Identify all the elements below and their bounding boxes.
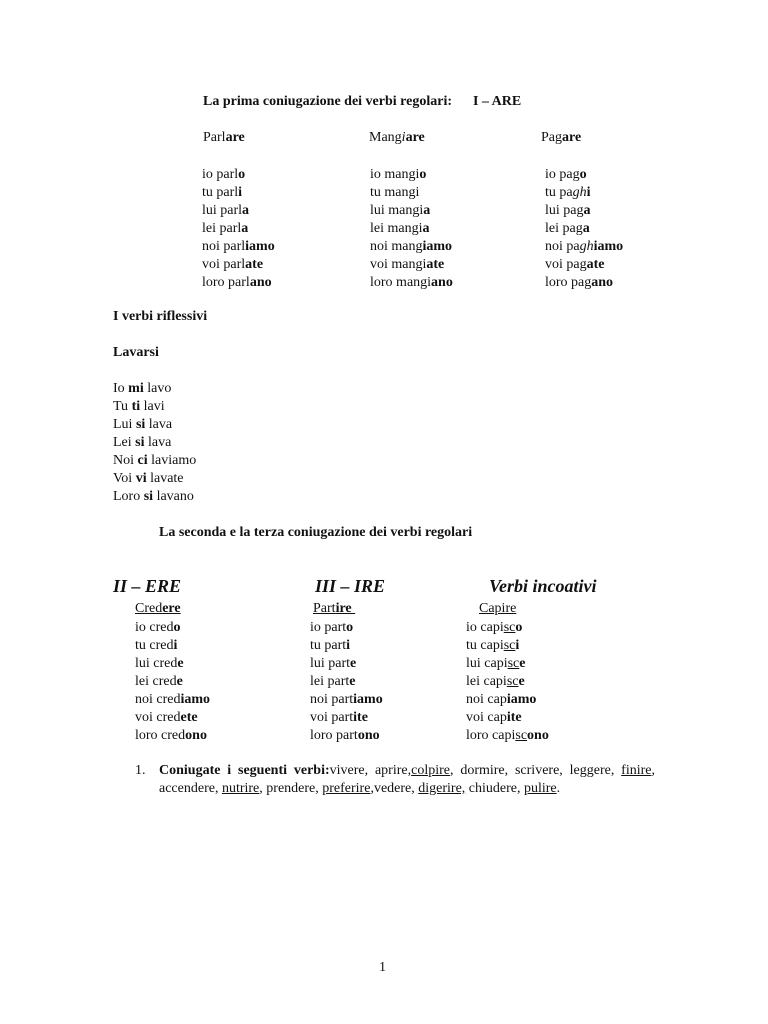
text-run: sc xyxy=(506,674,519,689)
text-run: mi xyxy=(128,381,144,396)
text-run: si xyxy=(143,489,154,504)
text-run: noi part xyxy=(310,692,354,707)
conj-row xyxy=(466,655,549,673)
conj-column-pagare xyxy=(545,166,623,292)
text-run: ite xyxy=(506,710,522,725)
text-run: o xyxy=(346,620,354,635)
text-run: Pag xyxy=(541,130,562,145)
text-run: noi mang xyxy=(370,239,423,254)
text-run: Capire xyxy=(479,601,517,616)
text-run: a xyxy=(241,221,249,236)
conj-row xyxy=(135,637,210,655)
text-run: io capi xyxy=(466,620,504,635)
text-run: iamo xyxy=(180,692,211,707)
text-run: e xyxy=(519,656,526,671)
conj-row xyxy=(545,238,623,256)
heading-ere: II – ERE xyxy=(113,576,182,596)
text-run: tu part xyxy=(310,638,347,653)
text-run: e xyxy=(350,656,357,671)
text-run: tu parl xyxy=(202,185,239,200)
verb-lavarsi: Lavarsi xyxy=(113,345,159,360)
title-prima-coniugazione xyxy=(203,94,521,110)
verb-head-mangiare xyxy=(369,130,425,146)
conj-row xyxy=(370,202,453,220)
text-run: a xyxy=(423,203,431,218)
text-run: sc xyxy=(503,638,516,653)
conj-column-parlare xyxy=(202,166,275,292)
conj-row xyxy=(310,673,383,691)
text-run: voi cred xyxy=(135,710,181,725)
conj-row xyxy=(310,709,383,727)
title-text: La prima coniugazione dei verbi regolari: xyxy=(203,94,452,109)
text-run: are xyxy=(562,130,582,145)
conj-row xyxy=(370,184,453,202)
conj-row xyxy=(466,709,549,727)
text-run: loro mangi xyxy=(370,275,432,290)
conj-row xyxy=(466,673,549,691)
text-run: lei pag xyxy=(545,221,583,236)
text-run: laviamo xyxy=(147,453,197,468)
verb-head-credere xyxy=(135,601,181,617)
text-run: ate xyxy=(245,257,264,272)
text-run: Noi xyxy=(113,453,138,468)
conj-row xyxy=(113,452,196,470)
text-run: lei capi xyxy=(466,674,507,689)
text-run: i xyxy=(515,638,520,653)
text-run: sc xyxy=(503,620,516,635)
text-run: lavano xyxy=(153,489,194,504)
text-run: loro pag xyxy=(545,275,592,290)
conj-column-credere xyxy=(135,619,210,745)
text-run: lui part xyxy=(310,656,351,671)
text-run: noi cred xyxy=(135,692,181,707)
conj-row xyxy=(202,238,275,256)
text-run: o xyxy=(173,620,181,635)
conj-row xyxy=(113,416,196,434)
text-run: Part xyxy=(313,601,336,616)
text-run: ci xyxy=(137,453,148,468)
text-run: , prendere, xyxy=(259,781,323,796)
text-run: ate xyxy=(426,257,445,272)
text-run: i xyxy=(586,185,591,200)
text-run: ti xyxy=(131,399,141,414)
conj-row xyxy=(310,691,383,709)
text-run: o xyxy=(515,620,523,635)
text-run: lei cred xyxy=(135,674,177,689)
text-run: iamo xyxy=(506,692,537,707)
text-run: tu cred xyxy=(135,638,174,653)
text-run: lui cred xyxy=(135,656,178,671)
conj-row xyxy=(545,220,623,238)
text-run: iamo xyxy=(593,239,624,254)
conj-row xyxy=(466,637,549,655)
verb-head-capire xyxy=(479,601,516,617)
conj-column-capire xyxy=(466,619,549,745)
text-run: gh xyxy=(572,185,587,200)
text-run: si xyxy=(135,417,146,432)
text-run: ano xyxy=(431,275,453,290)
text-run: lavate xyxy=(146,471,184,486)
conj-row xyxy=(202,256,275,274)
text-run: loro capi xyxy=(466,728,516,743)
text-run: sc xyxy=(515,728,528,743)
text-run: voi parl xyxy=(202,257,246,272)
text-run: , dormire, scrivere, leggere, xyxy=(449,763,622,778)
text-run: lavi xyxy=(140,399,165,414)
exercise-text xyxy=(159,762,659,798)
text-run: loro part xyxy=(310,728,358,743)
text-run: tu pa xyxy=(545,185,573,200)
text-run: vivere, aprire, xyxy=(329,763,412,778)
conj-row xyxy=(370,220,453,238)
conj-row xyxy=(202,202,275,220)
text-run: ano xyxy=(249,275,272,290)
text-run: lui parl xyxy=(202,203,243,218)
text-run: Cred xyxy=(135,601,163,616)
text-run: o xyxy=(419,167,427,182)
conj-row xyxy=(202,166,275,184)
text-run: ono xyxy=(357,728,380,743)
conj-row xyxy=(202,184,275,202)
conj-row xyxy=(466,691,549,709)
text-run: lei mangi xyxy=(370,221,423,236)
exercise-1 xyxy=(135,762,659,798)
text-run: i xyxy=(401,130,406,145)
text-run: Loro xyxy=(113,489,144,504)
text-run: chiudere, xyxy=(465,781,524,796)
text-run: pulire xyxy=(523,781,557,796)
text-run: a xyxy=(583,203,591,218)
conj-row xyxy=(545,166,623,184)
text-run: colpire xyxy=(411,763,450,778)
conj-row xyxy=(113,398,196,416)
text-run: a xyxy=(582,221,590,236)
conj-column-partire xyxy=(310,619,383,745)
text-run: finire xyxy=(621,763,652,778)
conj-column-mangiare xyxy=(370,166,453,292)
text-run: e xyxy=(518,674,525,689)
text-run: e xyxy=(349,674,356,689)
conj-row xyxy=(545,274,623,292)
text-run: si xyxy=(135,435,145,450)
text-run: i xyxy=(238,185,243,200)
text-run: lava xyxy=(144,435,172,450)
text-run: ono xyxy=(185,728,207,743)
text-run: e xyxy=(177,656,184,671)
heading-ire: III – IRE xyxy=(315,576,386,596)
text-run: lui mangi xyxy=(370,203,424,218)
title-verbi-riflessivi: I verbi riflessivi xyxy=(113,309,208,324)
text-run: lui pag xyxy=(545,203,584,218)
verb-head-partire xyxy=(313,601,355,617)
conj-row xyxy=(310,637,383,655)
text-run: ere xyxy=(162,601,181,616)
text-run: ete xyxy=(180,710,198,725)
conj-row xyxy=(545,202,623,220)
conj-row xyxy=(113,434,196,452)
conj-row xyxy=(370,166,453,184)
conj-row xyxy=(466,727,549,745)
conj-row xyxy=(370,274,453,292)
text-run: tu capi xyxy=(466,638,504,653)
text-run: lei parl xyxy=(202,221,242,236)
text-run: io pag xyxy=(545,167,580,182)
conj-row xyxy=(202,274,275,292)
text-run: noi cap xyxy=(466,692,507,707)
text-run: lui capi xyxy=(466,656,508,671)
text-run: iamo xyxy=(353,692,383,707)
exercise-number: 1. xyxy=(135,763,146,778)
conj-row xyxy=(370,238,453,256)
text-run: Io xyxy=(113,381,129,396)
text-run: ono xyxy=(527,728,549,743)
text-run: . xyxy=(556,781,561,796)
text-run: Mang xyxy=(369,130,402,145)
text-run: io mangi xyxy=(370,167,420,182)
text-run: io part xyxy=(310,620,347,635)
text-run: sc xyxy=(507,656,520,671)
text-run: noi pa xyxy=(545,239,580,254)
text-run: e xyxy=(176,674,183,689)
text-run: iamo xyxy=(422,239,453,254)
conj-row xyxy=(135,727,210,745)
conj-row xyxy=(466,619,549,637)
text-run: a xyxy=(242,203,250,218)
conj-row xyxy=(310,655,383,673)
text-run: io cred xyxy=(135,620,174,635)
title-seconda-terza-coniugazione: La seconda e la terza coniugazione dei verbi regolari xyxy=(159,525,473,540)
conj-row xyxy=(135,619,210,637)
text-run: nutrire xyxy=(221,781,260,796)
text-run: o xyxy=(238,167,246,182)
text-run: lei part xyxy=(310,674,350,689)
verb-head-pagare xyxy=(541,130,581,146)
conj-row xyxy=(310,727,383,745)
conj-row xyxy=(370,256,453,274)
text-run: voi mangi xyxy=(370,257,427,272)
conj-row xyxy=(113,470,196,488)
text-run: voi pag xyxy=(545,257,587,272)
conj-row xyxy=(202,220,275,238)
text-run: voi cap xyxy=(466,710,507,725)
text-run: ano xyxy=(591,275,614,290)
text-run: voi part xyxy=(310,710,354,725)
text-run: Parl xyxy=(203,130,226,145)
verb-head-parlare xyxy=(203,130,245,146)
text-run: lavo xyxy=(143,381,172,396)
text-run: Voi xyxy=(113,471,136,486)
text-run: ite xyxy=(353,710,368,725)
text-run: loro cred xyxy=(135,728,186,743)
text-run: are xyxy=(225,130,245,145)
conj-row xyxy=(545,184,623,202)
text-run: ire xyxy=(335,601,356,616)
text-run: i xyxy=(173,638,178,653)
text-run: lava xyxy=(145,417,173,432)
text-run: o xyxy=(579,167,587,182)
text-run: Lei xyxy=(113,435,136,450)
text-run: loro parl xyxy=(202,275,250,290)
conj-row xyxy=(135,709,210,727)
text-run: Lui xyxy=(113,417,136,432)
text-run: vi xyxy=(135,471,147,486)
conj-row xyxy=(545,256,623,274)
text-run: digerire, xyxy=(418,781,466,796)
text-run: tu mangi xyxy=(370,185,420,200)
text-run: , accendere, xyxy=(159,763,659,796)
title-suffix: I – ARE xyxy=(473,94,522,109)
text-run: are xyxy=(405,130,425,145)
text-run: ate xyxy=(586,257,605,272)
text-run: gh xyxy=(579,239,594,254)
conj-row xyxy=(135,673,210,691)
conj-column-lavarsi xyxy=(113,380,196,506)
text-run: io parl xyxy=(202,167,239,182)
text-run: Tu xyxy=(113,399,132,414)
conj-row xyxy=(113,488,196,506)
text-run: preferire xyxy=(322,781,371,796)
text-run: noi parl xyxy=(202,239,246,254)
text-run: iamo xyxy=(245,239,275,254)
heading-verbi-incoativi: Verbi incoativi xyxy=(489,576,597,596)
page-number: 1 xyxy=(379,960,386,975)
text-run: a xyxy=(422,221,430,236)
conj-row xyxy=(113,380,196,398)
text-run: i xyxy=(346,638,351,653)
text-run: Coniugate i seguenti verbi: xyxy=(159,763,330,778)
conj-row xyxy=(135,655,210,673)
conj-row xyxy=(310,619,383,637)
text-run: ,vedere, xyxy=(370,781,419,796)
conj-row xyxy=(135,691,210,709)
